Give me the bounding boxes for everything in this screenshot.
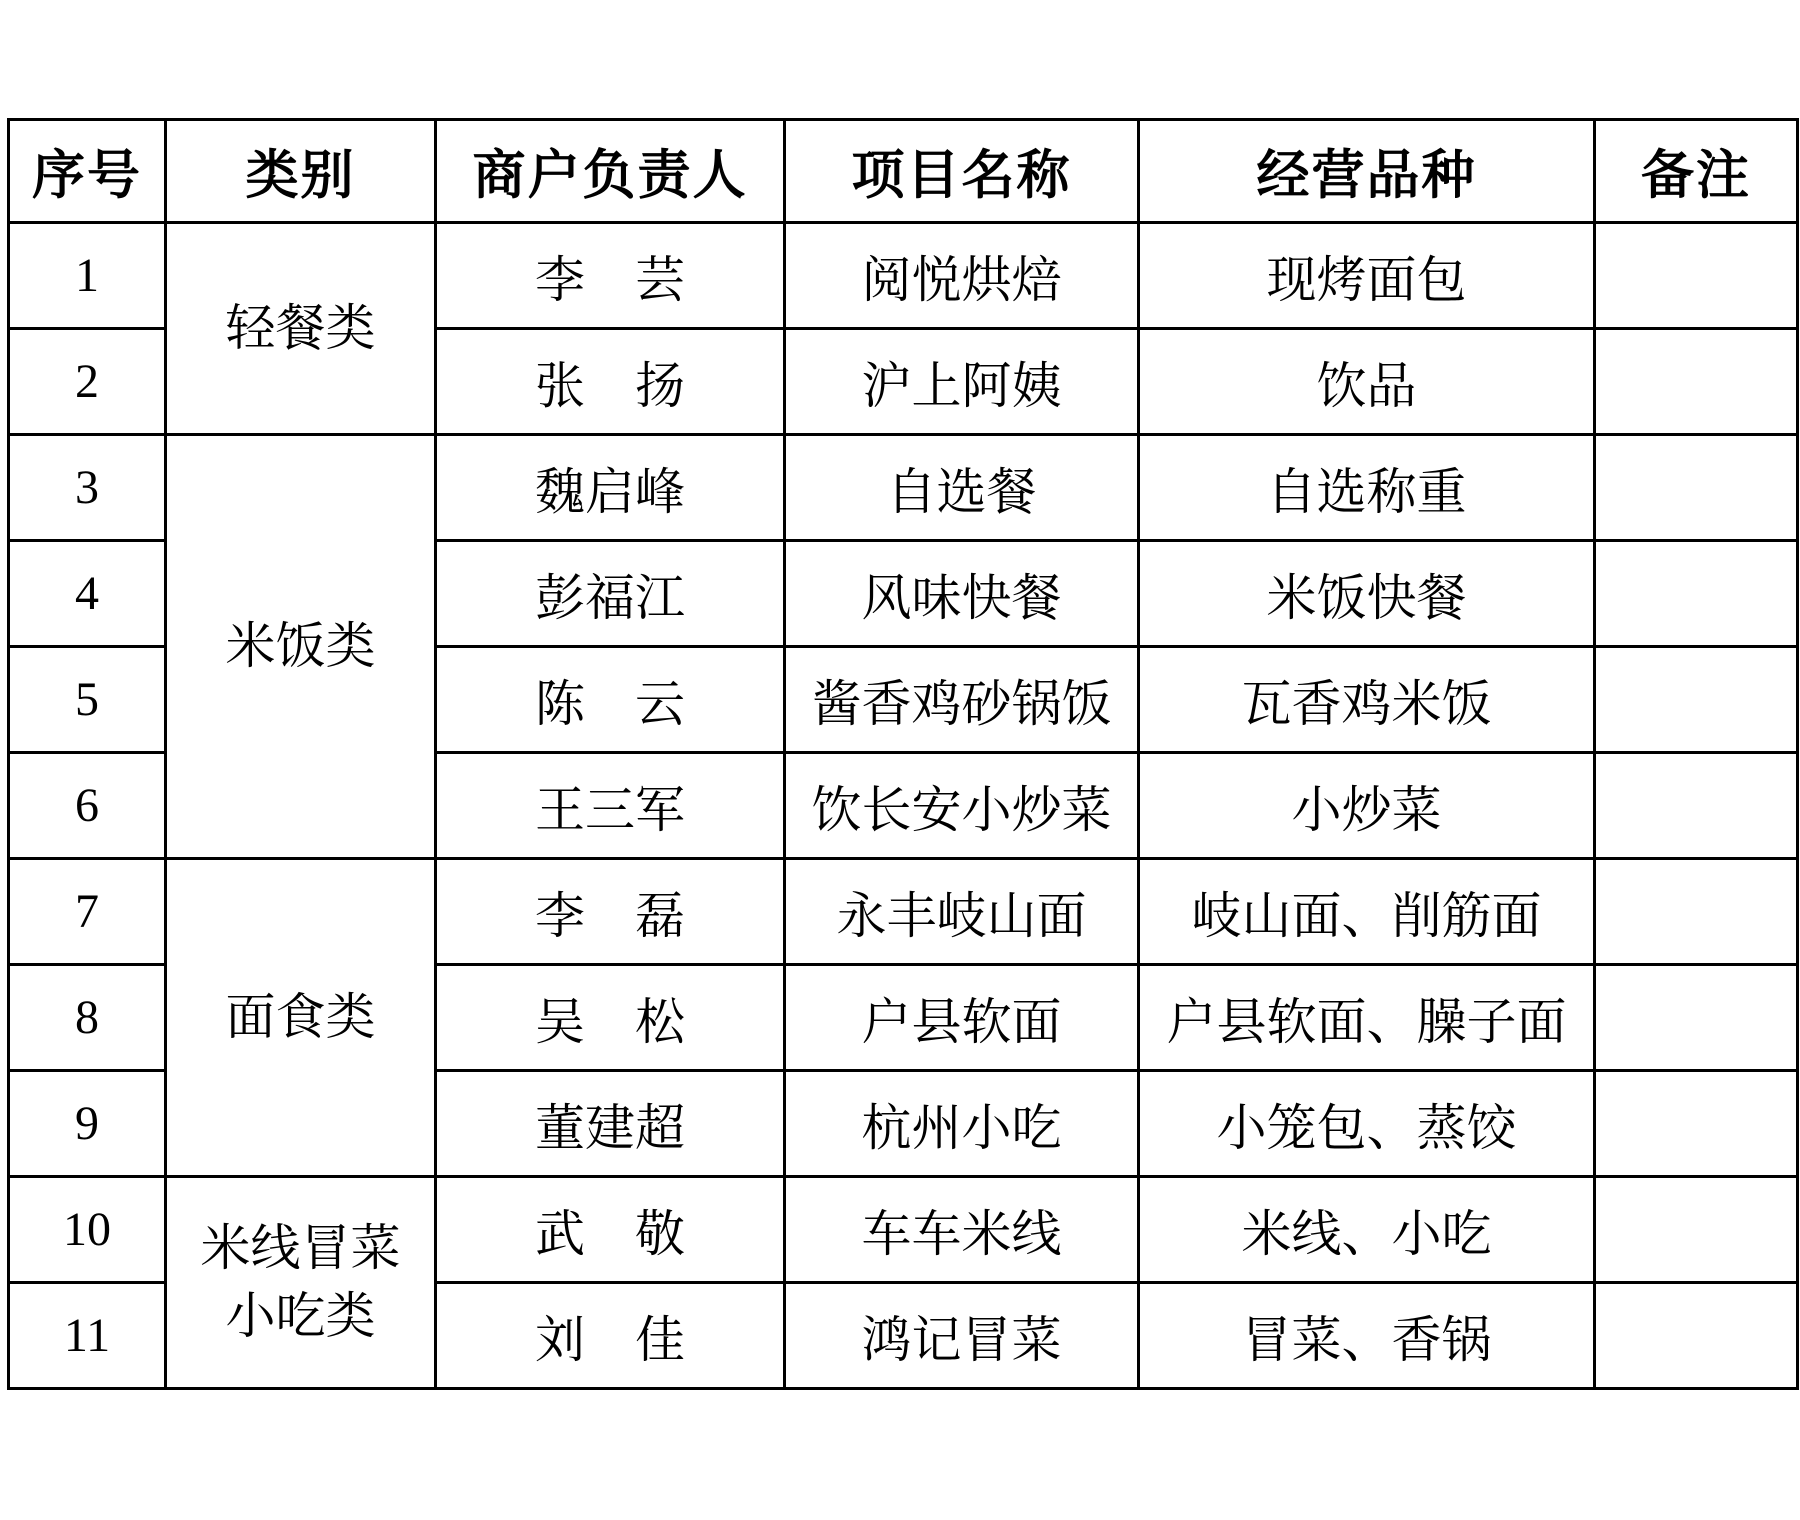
category-cell xyxy=(166,435,436,859)
variety-cell: 冒菜、香锅 xyxy=(1139,1283,1595,1389)
vendor-table xyxy=(7,118,1799,1390)
seq-cell: 6 xyxy=(9,753,166,859)
table-row xyxy=(9,859,1798,965)
variety-cell: 小炒菜 xyxy=(1139,753,1595,859)
remark-cell xyxy=(1595,541,1798,647)
variety-cell: 户县软面、臊子面 xyxy=(1139,965,1595,1071)
owner-cell: 王三军 xyxy=(436,753,785,859)
seq-cell: 3 xyxy=(9,435,166,541)
remark-cell xyxy=(1595,647,1798,753)
variety-cell: 饮品 xyxy=(1139,329,1595,435)
remark-cell xyxy=(1595,859,1798,965)
variety-cell: 瓦香鸡米饭 xyxy=(1139,647,1595,753)
owner-cell: 董建超 xyxy=(436,1071,785,1177)
remark-cell xyxy=(1595,223,1798,329)
category-cell xyxy=(166,1177,436,1389)
project-cell: 车车米线 xyxy=(785,1177,1139,1283)
seq-cell: 7 xyxy=(9,859,166,965)
header-cell-category: 类别 xyxy=(166,120,436,223)
owner-cell: 魏启峰 xyxy=(436,435,785,541)
category-line: 小吃类 xyxy=(225,1287,376,1344)
remark-cell xyxy=(1595,753,1798,859)
seq-cell: 11 xyxy=(9,1283,166,1389)
header-cell-owner: 商户负责人 xyxy=(436,120,785,223)
category-cell xyxy=(166,859,436,1177)
variety-cell: 现烤面包 xyxy=(1139,223,1595,329)
seq-cell: 9 xyxy=(9,1071,166,1177)
project-cell: 杭州小吃 xyxy=(785,1071,1139,1177)
category-line: 轻餐类 xyxy=(225,299,376,356)
remark-cell xyxy=(1595,965,1798,1071)
project-cell: 饮长安小炒菜 xyxy=(785,753,1139,859)
variety-cell: 自选称重 xyxy=(1139,435,1595,541)
table-row xyxy=(9,223,1798,329)
category-line: 面食类 xyxy=(225,988,376,1045)
seq-cell: 2 xyxy=(9,329,166,435)
header-cell-remark: 备注 xyxy=(1595,120,1798,223)
owner-cell: 武 敬 xyxy=(436,1177,785,1283)
remark-cell xyxy=(1595,1177,1798,1283)
project-cell: 风味快餐 xyxy=(785,541,1139,647)
project-cell: 酱香鸡砂锅饭 xyxy=(785,647,1139,753)
project-cell: 沪上阿姨 xyxy=(785,329,1139,435)
project-cell: 户县软面 xyxy=(785,965,1139,1071)
remark-cell xyxy=(1595,435,1798,541)
seq-cell: 5 xyxy=(9,647,166,753)
seq-cell: 10 xyxy=(9,1177,166,1283)
table-row xyxy=(9,1177,1798,1283)
header-cell-variety: 经营品种 xyxy=(1139,120,1595,223)
owner-cell: 陈 云 xyxy=(436,647,785,753)
table-header-row xyxy=(9,120,1798,223)
seq-cell: 8 xyxy=(9,965,166,1071)
project-cell: 阅悦烘焙 xyxy=(785,223,1139,329)
owner-cell: 张 扬 xyxy=(436,329,785,435)
owner-cell: 刘 佳 xyxy=(436,1283,785,1389)
category-line: 米饭类 xyxy=(225,617,376,674)
remark-cell xyxy=(1595,1283,1798,1389)
owner-cell: 李 磊 xyxy=(436,859,785,965)
remark-cell xyxy=(1595,329,1798,435)
variety-cell: 米饭快餐 xyxy=(1139,541,1595,647)
owner-cell: 李 芸 xyxy=(436,223,785,329)
variety-cell: 米线、小吃 xyxy=(1139,1177,1595,1283)
category-cell xyxy=(166,223,436,435)
owner-cell: 彭福江 xyxy=(436,541,785,647)
header-cell-seq: 序号 xyxy=(9,120,166,223)
category-line: 米线冒菜 xyxy=(200,1220,401,1276)
owner-cell: 吴 松 xyxy=(436,965,785,1071)
table-row xyxy=(9,435,1798,541)
seq-cell: 4 xyxy=(9,541,166,647)
project-cell: 永丰岐山面 xyxy=(785,859,1139,965)
project-cell: 自选餐 xyxy=(785,435,1139,541)
remark-cell xyxy=(1595,1071,1798,1177)
variety-cell: 岐山面、削筋面 xyxy=(1139,859,1595,965)
variety-cell: 小笼包、蒸饺 xyxy=(1139,1071,1595,1177)
header-cell-project: 项目名称 xyxy=(785,120,1139,223)
seq-cell: 1 xyxy=(9,223,166,329)
project-cell: 鸿记冒菜 xyxy=(785,1283,1139,1389)
